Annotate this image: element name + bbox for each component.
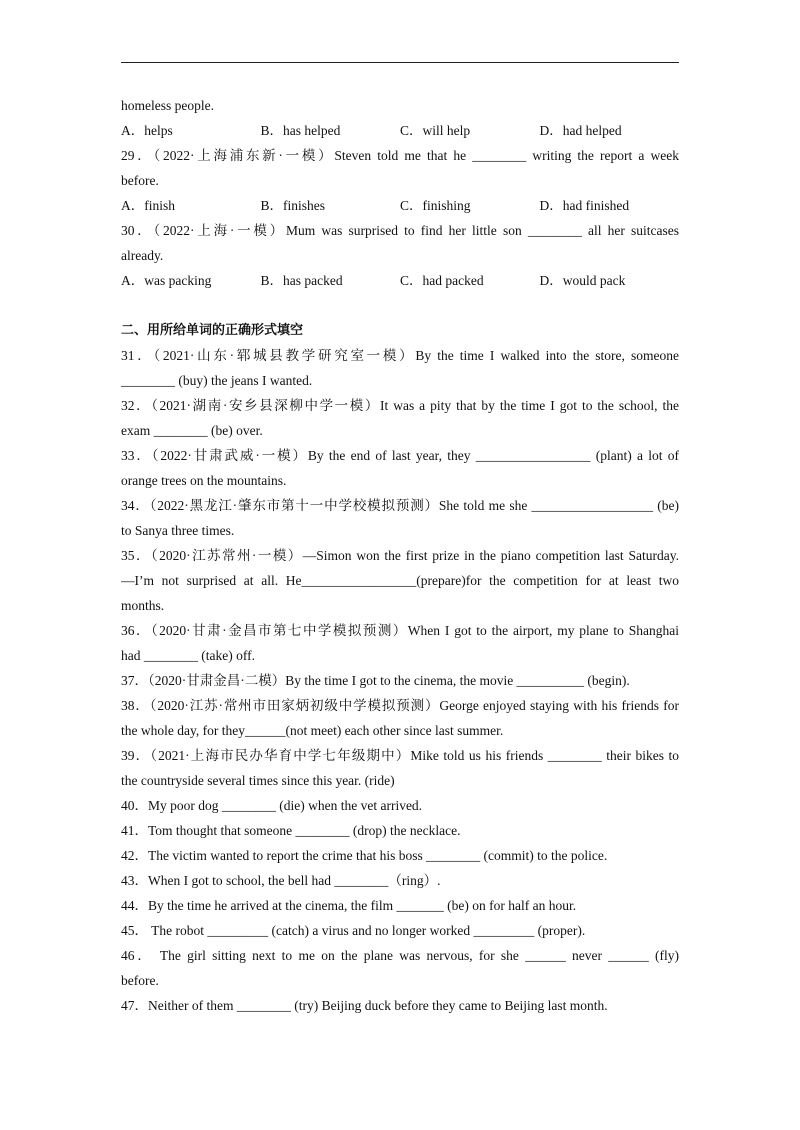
option-b: B．has helped bbox=[260, 123, 341, 138]
option-a: A．was packing bbox=[121, 273, 212, 288]
option-d: D．had helped bbox=[539, 123, 622, 138]
question-line: ________ (buy) the jeans I wanted. bbox=[121, 373, 313, 388]
question-line: 44．By the time he arrived at the cinema, the film _______ (be) on for half an hour. bbox=[121, 898, 577, 913]
question-line: 43．When I got to school, the bell had ________（ring）. bbox=[121, 873, 441, 888]
question-line: had ________ (take) off. bbox=[121, 648, 255, 663]
option-d: D．had finished bbox=[539, 198, 630, 213]
question-30-options bbox=[121, 268, 679, 293]
fill-in-questions bbox=[121, 343, 679, 1018]
question-line: 32．（2021·湖南·安乡县深柳中学一模）It was a pity that by the time I got to the school, the bbox=[121, 398, 679, 413]
question-line: 36．（2020·甘肃·金昌市第七中学模拟预测）When I got to the airport, my plane to Shanghai bbox=[121, 623, 679, 638]
option-b: B．has packed bbox=[260, 273, 343, 288]
question-line: 45． The robot _________ (catch) a virus and no longer worked _________ (proper). bbox=[121, 923, 586, 938]
question-line: 34．（2022·黑龙江·肇东市第十一中学校模拟预测）She told me she __________________ (be) bbox=[121, 498, 679, 513]
question-line: exam ________ (be) over. bbox=[121, 423, 263, 438]
option-c: C．will help bbox=[400, 123, 471, 138]
question-line: —I’m not surprised at all. He_________________(prepare)for the competition for at least two bbox=[121, 573, 679, 588]
question-29-line2: before. bbox=[121, 173, 159, 188]
question-line: 40．My poor dog ________ (die) when the vet arrived. bbox=[121, 798, 423, 813]
question-28-continuation: homeless people. bbox=[121, 98, 214, 113]
question-line: 38．（2020·江苏·常州市田家炳初级中学模拟预测）George enjoyed staying with his friends for bbox=[121, 698, 679, 713]
option-c: C．finishing bbox=[400, 198, 471, 213]
question-30-line2: already. bbox=[121, 248, 164, 263]
section-title: 二、用所给单词的正确形式填空 bbox=[121, 323, 304, 338]
question-line: 39．（2021·上海市民办华育中学七年级期中）Mike told us his friends ________ their bikes to bbox=[121, 748, 679, 763]
question-line: 46． The girl sitting next to me on the plane was nervous, for she ______ never ______ (fly) bbox=[121, 948, 679, 963]
question-line: the whole day, for they______(not meet) each other since last summer. bbox=[121, 723, 504, 738]
question-29-options bbox=[121, 193, 679, 218]
question-line: 35．（2020·江苏常州·一模）—Simon won the first prize in the piano competition last Saturday. bbox=[121, 548, 679, 563]
question-line: 42．The victim wanted to report the crime that his boss ________ (commit) to the police. bbox=[121, 848, 608, 863]
question-line: to Sanya three times. bbox=[121, 523, 235, 538]
option-a: A．finish bbox=[121, 198, 175, 213]
question-line: 41．Tom thought that someone ________ (drop) the necklace. bbox=[121, 823, 461, 838]
option-d: D．would pack bbox=[539, 273, 626, 288]
option-c: C．had packed bbox=[400, 273, 484, 288]
question-line: 33．（2022·甘肃武威·一模）By the end of last year, they _________________ (plant) a lot of bbox=[121, 448, 679, 463]
question-28-options bbox=[121, 118, 679, 143]
question-line: before. bbox=[121, 973, 159, 988]
question-line: 37．（2020·甘肃金昌·二模）By the time I got to the cinema, the movie __________ (begin). bbox=[121, 673, 630, 688]
question-29-line1: 29．（2022·上海浦东新·一模）Steven told me that he ________ writing the report a week bbox=[121, 148, 679, 163]
worksheet-content bbox=[121, 93, 679, 1018]
option-a: A．helps bbox=[121, 123, 173, 138]
question-line: 47．Neither of them ________ (try) Beijing duck before they came to Beijing last month. bbox=[121, 998, 608, 1013]
question-line: the countryside several times since this year. (ride) bbox=[121, 773, 395, 788]
question-line: 31．（2021·山东·郓城县教学研究室一模）By the time I walked into the store, someone bbox=[121, 348, 679, 363]
question-30-line1: 30．（2022·上海·一模）Mum was surprised to find her little son ________ all her suitcases bbox=[121, 223, 679, 238]
header-rule bbox=[121, 62, 679, 63]
question-line: months. bbox=[121, 598, 165, 613]
question-line: orange trees on the mountains. bbox=[121, 473, 287, 488]
option-b: B．finishes bbox=[260, 198, 326, 213]
